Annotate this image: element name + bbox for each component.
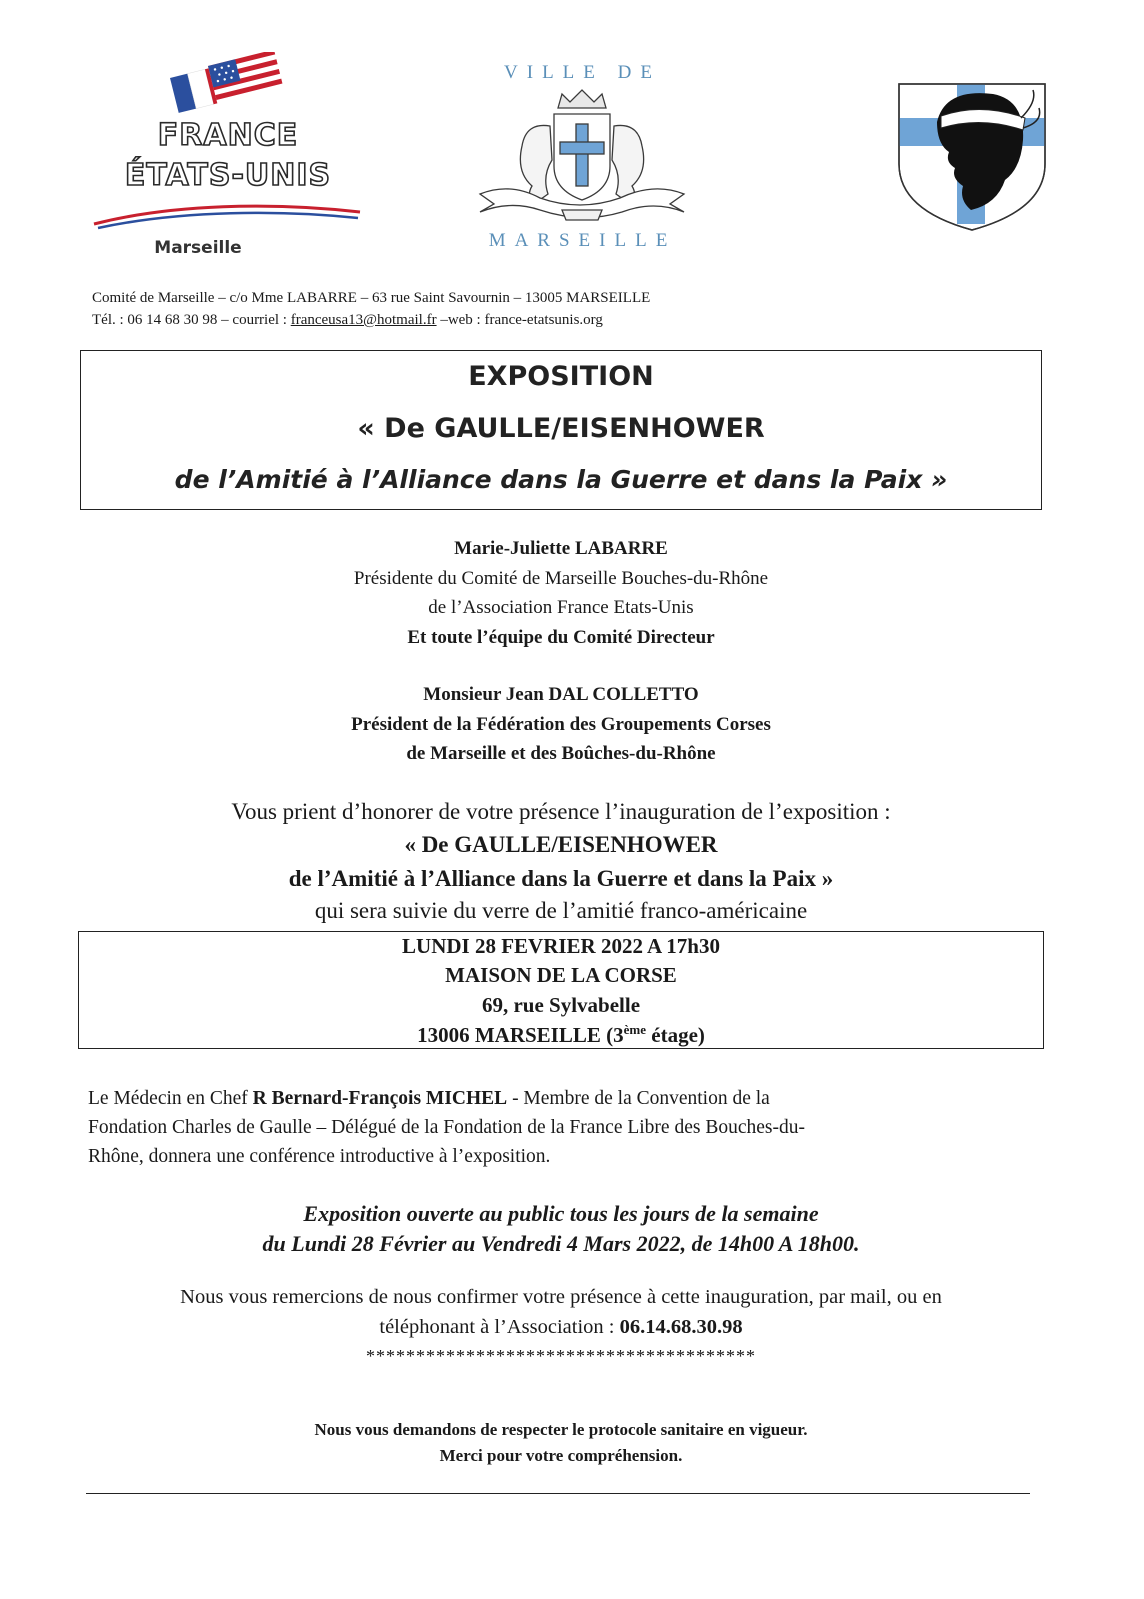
france-etats-unis-logo — [88, 52, 368, 272]
bottom-divider — [86, 1493, 1030, 1494]
rsvp-line-2 — [80, 1316, 1042, 1339]
event-city-text: 13006 MARSEILLE (3 — [417, 1023, 624, 1047]
conference-paragraph — [88, 1084, 1028, 1171]
rsvp-phone[interactable]: 06.14.68.30.98 — [619, 1316, 743, 1338]
invitation-title: « De GAULLE/EISENHOWER — [404, 832, 718, 857]
rsvp-text: téléphonant à l’Association : — [379, 1316, 620, 1338]
opening-line-2: du Lundi 28 Février au Vendredi 4 Mars 2022, de 14h00 A 18h00. — [262, 1231, 860, 1256]
invitation-tagline: de l’Amitié à l’Alliance dans la Guerre et dans la Paix » — [288, 866, 834, 891]
invitation-line: Vous prient d’honorer de votre présence l’inauguration de l’exposition : — [231, 799, 891, 824]
event-floor: étage) — [646, 1023, 705, 1047]
host-role-2b: de Marseille et des Boûches-du-Rhône — [406, 743, 716, 764]
logo-city-text: Marseille — [154, 238, 242, 258]
footer-line-1: Nous vous demandons de respecter le protocole sanitaire en vigueur. — [314, 1420, 808, 1439]
conference-speaker: R Bernard-François MICHEL — [252, 1088, 508, 1109]
ville-de-marseille-logo — [470, 58, 695, 278]
exposition-subtitle: « De GAULLE/EISENHOWER — [357, 413, 765, 444]
event-venue: MAISON DE LA CORSE — [445, 963, 677, 987]
conference-line1-rest: - Membre de la Convention de la — [507, 1088, 770, 1109]
contact-line — [92, 312, 603, 329]
address-line: Comité de Marseille – c/o Mme LABARRE – 63 rue Saint Savournin – 13005 MARSEILLE — [92, 290, 651, 306]
logo-etats-unis-text: ÉTATS-UNIS — [124, 158, 332, 193]
invitation-reception: qui sera suivie du verre de l’amitié franco-américaine — [314, 898, 808, 923]
event-floor-sup: ème — [623, 1022, 646, 1037]
host-role-1a: Présidente du Comité de Marseille Bouches-du-Rhône — [353, 568, 769, 589]
swoosh-icon — [92, 202, 362, 232]
opening-line-1: Exposition ouverte au public tous les jours de la semaine — [303, 1201, 819, 1226]
host-role-1c: Et toute l’équipe du Comité Directeur — [407, 627, 715, 648]
host-role-1b: de l’Association France Etats-Unis — [428, 597, 694, 618]
exposition-title-box — [80, 350, 1042, 510]
conference-line-3: Rhône, donnera une conférence introductive à l’exposition. — [88, 1146, 551, 1167]
logo-france-text: FRANCE — [157, 118, 299, 153]
corse-moor-head-icon — [897, 82, 1047, 232]
conference-line-2: Fondation Charles de Gaulle – Délégué de la Fondation de la France Libre des Bouches-du- — [88, 1117, 805, 1138]
contact-email[interactable]: franceusa13@hotmail.fr — [290, 312, 437, 328]
coat-of-arms-icon — [470, 86, 695, 236]
ville-de-text: VILLE DE — [504, 62, 661, 83]
marseille-text: MARSEILLE — [488, 230, 677, 251]
event-street: 69, rue Sylvabelle — [481, 993, 641, 1017]
conference-prefix: Le Médecin en Chef — [88, 1088, 253, 1109]
footer-line-2: Merci pour votre compréhension. — [439, 1446, 683, 1465]
stars-divider: *************************************** — [366, 1346, 756, 1366]
exposition-title: EXPOSITION — [468, 361, 654, 392]
host-name-2: Monsieur Jean DAL COLLETTO — [423, 684, 699, 705]
rsvp-line-1: Nous vous remercions de nous confirmer votre présence à cette inauguration, par mail, ou en — [180, 1286, 942, 1308]
host-name-1: Marie-Juliette LABARRE — [454, 538, 668, 559]
host-role-2a: Président de la Fédération des Groupements Corses — [351, 714, 771, 735]
contact-phone: Tél. : 06 14 68 30 98 – courriel : — [92, 312, 291, 328]
event-city — [80, 1022, 1042, 1048]
contact-web: –web : france-etatsunis.org — [436, 312, 603, 328]
exposition-tagline: de l’Amitié à l’Alliance dans la Guerre et dans la Paix » — [174, 465, 948, 494]
event-date: LUNDI 28 FEVRIER 2022 A 17h30 — [402, 934, 720, 958]
flags-icon — [88, 52, 368, 122]
